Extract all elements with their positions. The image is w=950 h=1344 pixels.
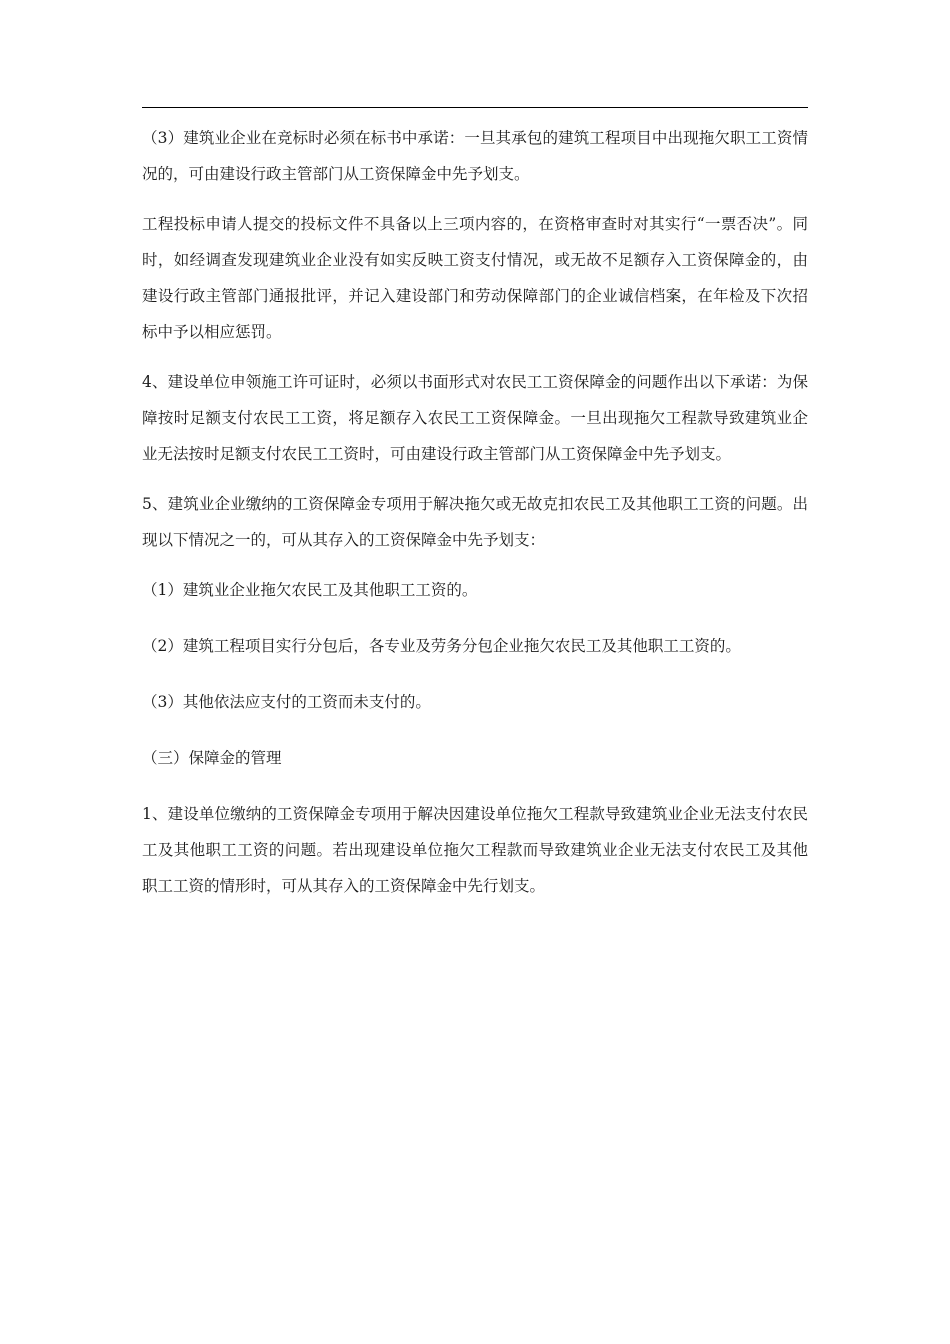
document-body xyxy=(142,120,808,918)
list-item-2: （2）建筑工程项目实行分包后，各专业及劳务分包企业拖欠农民工及其他职工工资的。 xyxy=(142,637,741,655)
paragraph-bid-commitment: （3）建筑业企业在竞标时必须在标书中承诺：一旦其承包的建筑工程项目中出现拖欠职工工资情况的，可由建设行政主管部门从工资保障金中先予划支。 xyxy=(142,129,808,183)
list-item-3: （3）其他依法应支付的工资而未支付的。 xyxy=(142,693,431,711)
paragraph-management-1: 1、建设单位缴纳的工资保障金专项用于解决因建设单位拖欠工程款导致建筑业企业无法支付农民工及其他职工工资的问题。若出现建设单位拖欠工程款而导致建筑业企业无法支付农民工及其他职工工资的情形时，可从其存入的工资保障金中先行划支。 xyxy=(142,805,808,895)
list-item-1: （1）建筑业企业拖欠农民工及其他职工工资的。 xyxy=(142,581,478,599)
paragraph-fund-usage: 5、建筑业企业缴纳的工资保障金专项用于解决拖欠或无故克扣农民工及其他职工工资的问题。出现以下情况之一的，可从其存入的工资保障金中先予划支： xyxy=(142,495,808,549)
section-heading-management: （三）保障金的管理 xyxy=(142,749,282,767)
paragraph-construction-permit: 4、建设单位申领施工许可证时，必须以书面形式对农民工工资保障金的问题作出以下承诺：为保障按时足额支付农民工工资，将足额存入农民工工资保障金。一旦出现拖欠工程款导致建筑业企业无法按时足额支付农民工工资时，可由建设行政主管部门从工资保障金中先予划支。 xyxy=(142,373,808,463)
header-rule xyxy=(142,107,808,108)
paragraph-veto-rule: 工程投标申请人提交的投标文件不具备以上三项内容的，在资格审查时对其实行“一票否决”。同时，如经调查发现建筑业企业没有如实反映工资支付情况，或无故不足额存入工资保障金的，由建设行政主管部门通报批评，并记入建设部门和劳动保障部门的企业诚信档案，在年检及下次招标中予以相应惩罚。 xyxy=(142,215,808,341)
